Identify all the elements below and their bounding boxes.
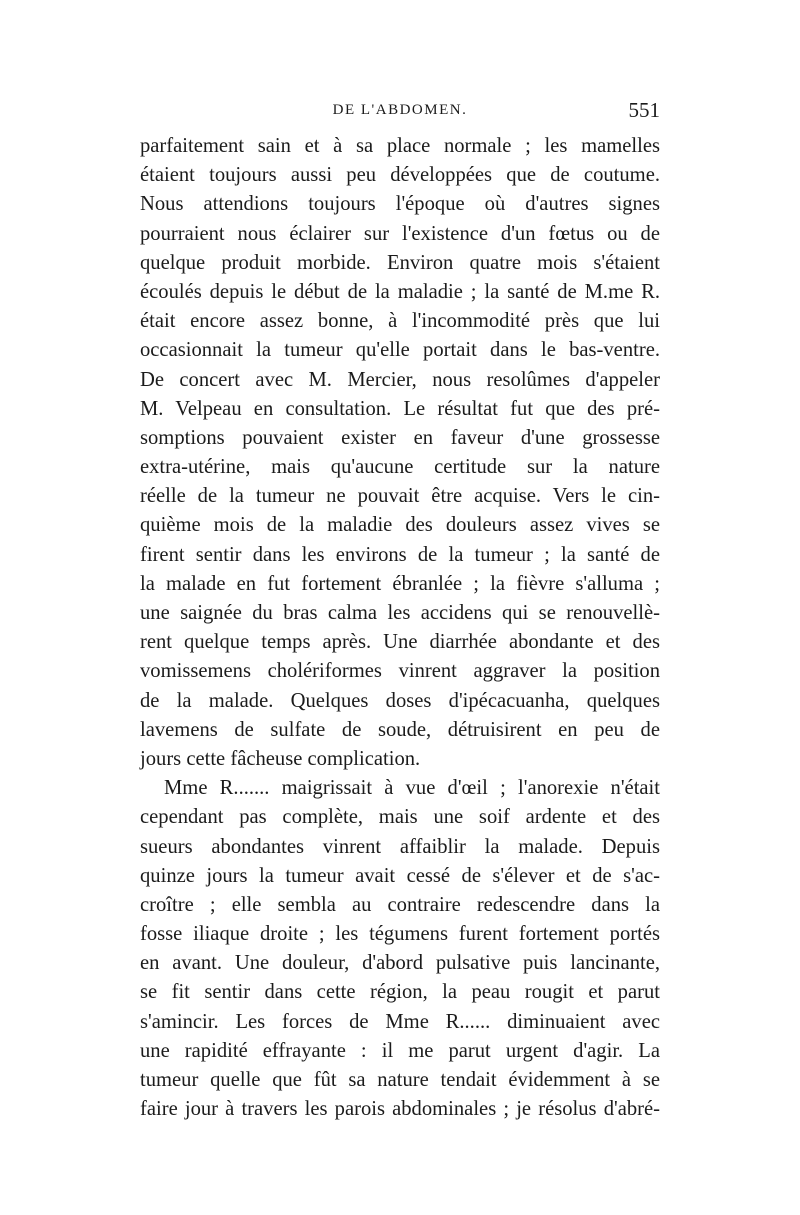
text-line: tumeur quelle que fût sa nature tendait évidemment à se [140, 1069, 660, 1091]
paragraph-end-line: jours cette fâcheuse complication. [140, 747, 421, 770]
text-line: s'amincir. Les forces de Mme R...... diminuaient avec [140, 1010, 660, 1033]
text-line: extra-utérine, mais qu'aucune certitude sur la nature [140, 456, 660, 479]
text-line: parfaitement sain et à sa place normale ; les mamelles [140, 135, 660, 157]
running-title: DE L'ABDOMEN. [332, 102, 468, 118]
text-line: de la malade. Quelques doses d'ipécacuanha, quelques [140, 689, 660, 712]
text-line: M. Velpeau en consultation. Le résultat fut que des pré- [140, 397, 660, 420]
text-line: lavemens de sulfate de soude, détruisirent en peu de [140, 718, 660, 741]
text-line: une saignée du bras calma les accidens qui se renouvellè- [140, 602, 660, 624]
text-line: rent quelque temps après. Une diarrhée abondante et des [140, 631, 660, 654]
text-line: croître ; elle sembla au contraire redescendre dans la [140, 893, 660, 916]
text-line: étaient toujours aussi peu développées que de coutume. [140, 164, 660, 187]
text-line: somptions pouvaient exister en faveur d'une grossesse [140, 426, 660, 449]
text-line: quinze jours la tumeur avait cessé de s'élever et de s'ac- [140, 864, 660, 887]
page-number: 551 [628, 98, 660, 122]
text-line: sueurs abondantes vinrent affaiblir la malade. Depuis [140, 835, 660, 858]
text-line: réelle de la tumeur ne pouvait être acquise. Vers le cin- [140, 485, 660, 508]
text-line: une rapidité effrayante : il me parut urgent d'agir. La [140, 1039, 660, 1062]
text-line: fosse iliaque droite ; les tégumens furent fortement portés [140, 923, 660, 946]
text-line: firent sentir dans les environs de la tumeur ; la santé de [140, 543, 660, 566]
text-line: occasionnait la tumeur qu'elle portait dans le bas-ventre. [140, 339, 660, 362]
paragraph-start-line: Mme R....... maigrissait à vue d'œil ; l'anorexie n'était [164, 777, 660, 800]
text-line: la malade en fut fortement ébranlée ; la fièvre s'alluma ; [140, 572, 660, 595]
text-line: vomissemens cholériformes vinrent aggraver la position [140, 660, 660, 683]
page-header [140, 98, 660, 126]
text-line: pourraient nous éclairer sur l'existence d'un fœtus ou de [140, 222, 660, 245]
text-line: quième mois de la maladie des douleurs assez vives se [140, 514, 660, 537]
body-text [140, 132, 660, 1124]
text-line: écoulés depuis le début de la maladie ; la santé de M.me R. [140, 280, 660, 303]
text-line: cependant pas complète, mais une soif ardente et des [140, 806, 660, 829]
text-line: était encore assez bonne, à l'incommodité près que lui [140, 310, 660, 333]
text-line: en avant. Une douleur, d'abord pulsative puis lancinante, [140, 952, 660, 975]
text-line: De concert avec M. Mercier, nous resolûmes d'appeler [140, 368, 660, 391]
text-line: Nous attendions toujours l'époque où d'autres signes [140, 193, 660, 216]
text-line: faire jour à travers les parois abdominales ; je résolus d'abré- [140, 1098, 660, 1121]
text-line: se fit sentir dans cette région, la peau rougit et parut [140, 981, 660, 1004]
text-line: quelque produit morbide. Environ quatre mois s'étaient [140, 251, 660, 274]
